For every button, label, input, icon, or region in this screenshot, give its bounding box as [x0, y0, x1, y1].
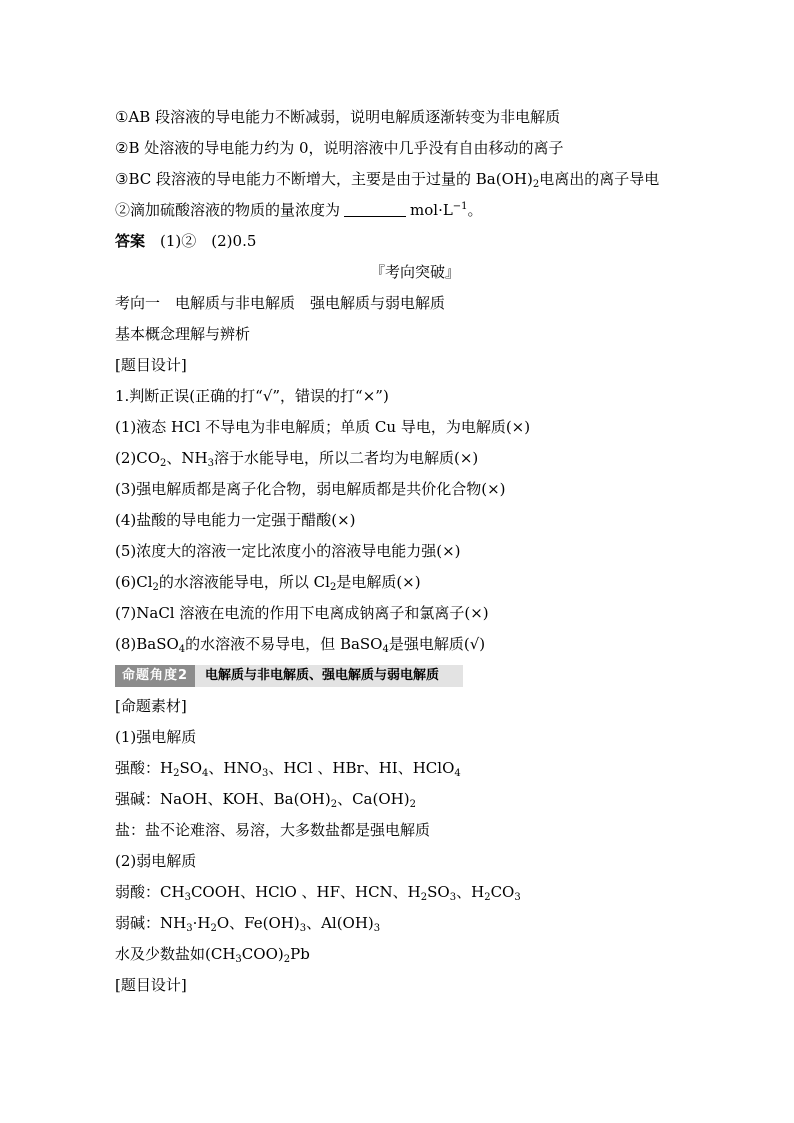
statement-4: ②滴加硫酸溶液的物质的量浓度为 $mol\cdot L^{-1}$。: [115, 201, 483, 219]
topic-angle-tag: 命题角度2: [115, 665, 195, 687]
weak-acids: 弱酸：$CH_3COOH$、HClO 、HF、HCN、$H_2SO_3$、$H_2CO_3$: [115, 883, 521, 903]
document-content: [115, 102, 715, 1001]
judge-item-7: (7)NaCl 溶液在电流的作用下电离成钠离子和氯离子(×): [115, 604, 489, 622]
answer-label: 答案: [115, 232, 146, 250]
concept-heading: 基本概念理解与辨析: [115, 325, 251, 343]
section-title: 『考向突破』: [369, 263, 460, 281]
statement-2: ②B 处溶液的导电能力约为 0，说明溶液中几乎没有自由移动的离子: [115, 139, 564, 157]
material-label: [命题素材]: [115, 697, 187, 715]
answer-text: (1)② (2)0.5: [160, 232, 257, 250]
question-design-label: [题目设计]: [115, 356, 187, 374]
statement-3: ③BC 段溶液的导电能力不断增大，主要是由于过量的 $Ba(OH)_2$电离出的离子导电: [115, 170, 660, 190]
judge-item-2: $(2)CO_2$、$NH_3$溶于水能导电，所以二者均为电解质(×): [115, 449, 479, 469]
direction-heading: 考向一 电解质与非电解质 强电解质与弱电解质: [115, 294, 446, 312]
strong-acids: 强酸：$H_2SO_4$、$HNO_3$、HCl 、HBr、HI、HClO$_4$: [115, 759, 461, 779]
answer-line: [115, 226, 715, 257]
salts: 盐：盐不论难溶、易溶，大多数盐都是强电解质: [115, 821, 431, 839]
statement-1: ①AB 段溶液的导电能力不断减弱，说明电解质逐渐转变为非电解质: [115, 108, 561, 126]
strong-electrolyte-heading: (1)强电解质: [115, 728, 197, 746]
question-design-label-2: [题目设计]: [115, 976, 187, 994]
judge-item-4: (4)盐酸的导电能力一定强于醋酸(×): [115, 511, 356, 529]
judge-item-8: (8)BaSO$_4$的水溶液不易导电，但 BaSO$_4$是强电解质(√): [115, 635, 486, 655]
judge-item-6: $(6)Cl_2$的水溶液能导电，所以 $Cl_2$是电解质(×): [115, 573, 421, 593]
judge-item-5: (5)浓度大的溶液一定比浓度小的溶液导电能力强(×): [115, 542, 461, 560]
water-and-salts: 水及少数盐如$(CH_3COO)_2Pb$: [115, 945, 310, 965]
question-1: 1.判断正误(正确的打“√”，错误的打“×”): [115, 387, 389, 405]
topic-angle-text: 电解质与非电解质、强电解质与弱电解质: [195, 665, 463, 687]
strong-bases: 强碱：NaOH、KOH、$Ba(OH)_2$、$Ca(OH)_2$: [115, 790, 416, 810]
weak-bases: 弱碱：$NH_3\cdot H_2O$、$Fe(OH)_3$、$Al(OH)_3$: [115, 914, 381, 934]
weak-electrolyte-heading: (2)弱电解质: [115, 852, 197, 870]
topic-angle-banner: [115, 665, 715, 687]
answer-blank: [344, 202, 406, 217]
judge-item-1: (1)液态 HCl 不导电为非电解质；单质 Cu 导电，为电解质(×): [115, 418, 531, 436]
judge-item-3: (3)强电解质都是离子化合物，弱电解质都是共价化合物(×): [115, 480, 506, 498]
